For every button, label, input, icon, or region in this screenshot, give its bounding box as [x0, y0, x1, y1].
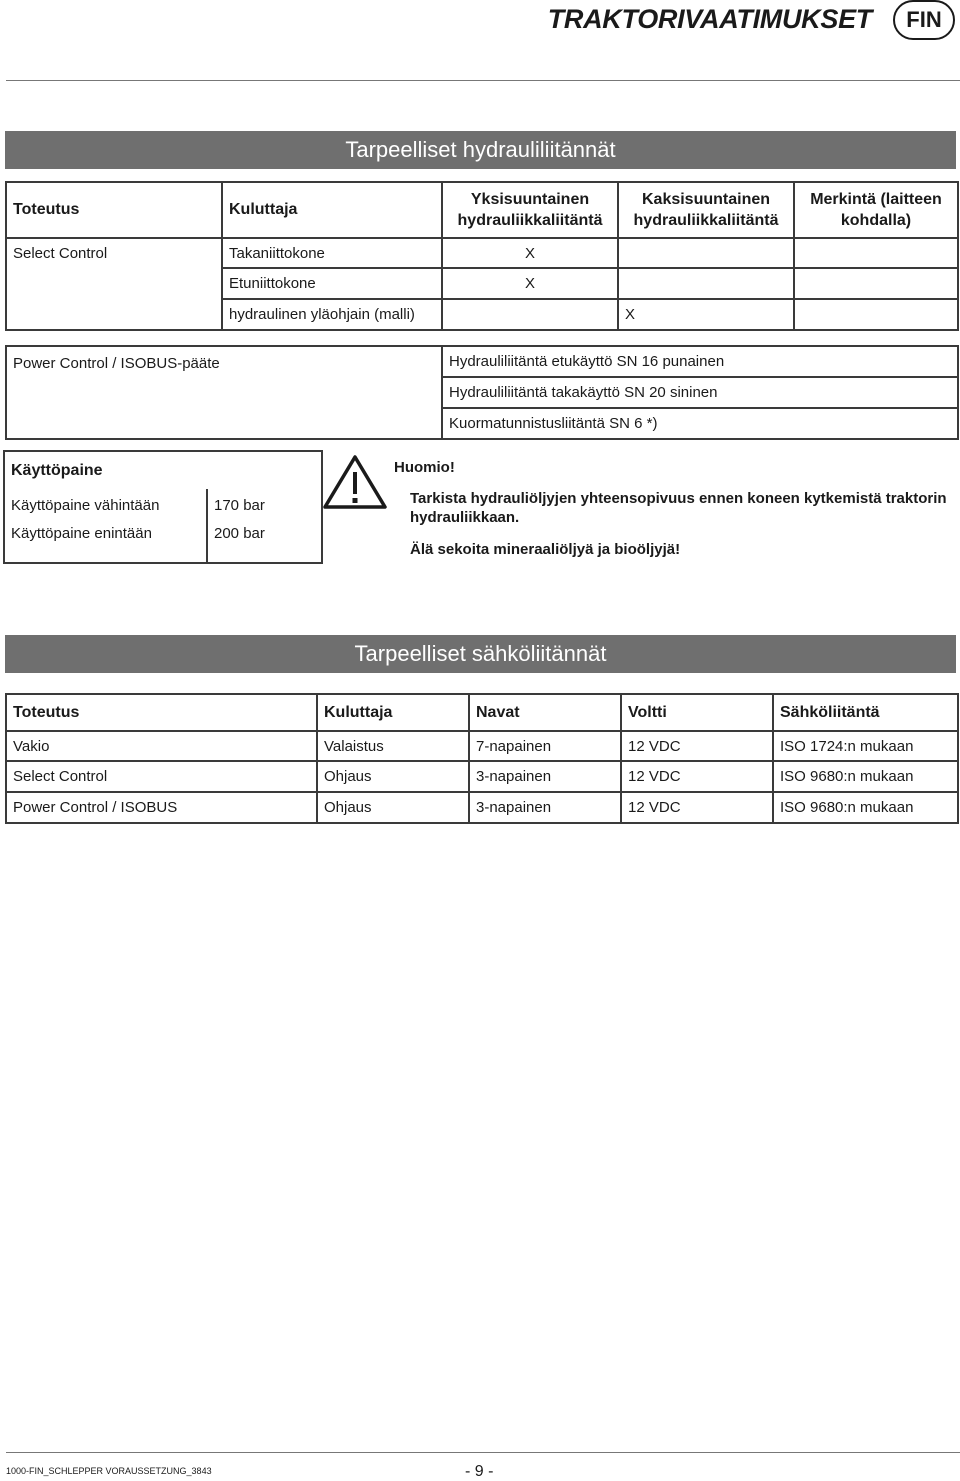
page-header-title: TRAKTORIVAATIMUKSET — [547, 4, 872, 34]
pressure-label: Käyttöpaine vähintään — [4, 489, 207, 521]
single-acting-cell: X — [442, 238, 618, 268]
power-control-table — [5, 345, 959, 440]
header-kuluttaja: Kuluttaja — [317, 694, 469, 731]
cell-navat: 3-napainen — [469, 792, 621, 823]
consumer-cell: Etuniittokone — [222, 268, 442, 299]
header-merkinta-line1: Merkintä (laitteen — [810, 191, 942, 208]
table-row — [4, 489, 322, 521]
cell-navat: 7-napainen — [469, 731, 621, 761]
header-divider — [6, 80, 960, 81]
cell-navat: 3-napainen — [469, 761, 621, 792]
single-acting-cell: X — [442, 268, 618, 299]
pressure-title-row — [4, 451, 322, 489]
electrical-table — [5, 693, 959, 824]
power-control-item: Hydrauliliitäntä takakäyttö SN 20 sininen — [442, 377, 958, 408]
hydraulic-table — [5, 181, 959, 331]
warning-triangle-icon — [322, 454, 388, 510]
double-acting-cell — [618, 238, 794, 268]
table-row — [6, 346, 958, 377]
page-number: - 9 - — [465, 1463, 494, 1480]
header-kaksi-line1: Kaksisuuntainen — [641, 191, 771, 208]
header-kuluttaja: Kuluttaja — [222, 182, 442, 238]
cell-voltti: 12 VDC — [621, 761, 773, 792]
power-control-item: Hydrauliliitäntä etukäyttö SN 16 punainen — [442, 346, 958, 377]
consumer-cell: Takaniittokone — [222, 238, 442, 268]
table-row — [4, 521, 322, 563]
header-toteutus: Toteutus — [6, 694, 317, 731]
cell-kuluttaja: Ohjaus — [317, 792, 469, 823]
warning-title: Huomio! — [394, 459, 455, 476]
header-kaksi-line2: hydrauliikkaliitäntä — [633, 212, 779, 229]
hydraulic-header-row — [6, 182, 958, 238]
cell-toteutus: Select Control — [6, 761, 317, 792]
header-voltti: Voltti — [621, 694, 773, 731]
table-row — [6, 792, 958, 823]
header-navat: Navat — [469, 694, 621, 731]
double-acting-cell: X — [618, 299, 794, 330]
electrical-header-row — [6, 694, 958, 731]
pressure-value: 200 bar — [207, 521, 322, 563]
header-sahkoliitanta: Sähköliitäntä — [773, 694, 958, 731]
pressure-label: Käyttöpaine enintään — [4, 521, 207, 563]
power-control-label: Power Control / ISOBUS-pääte — [6, 346, 442, 439]
marking-cell — [794, 238, 958, 268]
marking-cell — [794, 299, 958, 330]
table-row — [6, 238, 958, 268]
cell-kuluttaja: Valaistus — [317, 731, 469, 761]
cell-sahkoliitanta: ISO 1724:n mukaan — [773, 731, 958, 761]
footer-doc-id: 1000-FIN_SCHLEPPER VORAUSSETZUNG_3843 — [6, 1466, 212, 1476]
electrical-section-title: Tarpeelliset sähköliitännät — [5, 635, 956, 673]
marking-cell — [794, 268, 958, 299]
header-yksi-line1: Yksisuuntainen — [470, 191, 590, 208]
cell-sahkoliitanta: ISO 9680:n mukaan — [773, 761, 958, 792]
cell-kuluttaja: Ohjaus — [317, 761, 469, 792]
pressure-title: Käyttöpaine — [4, 451, 322, 489]
cell-sahkoliitanta: ISO 9680:n mukaan — [773, 792, 958, 823]
header-merkinta — [794, 182, 958, 238]
language-badge: FIN — [893, 0, 955, 40]
header-merkinta-line2: kohdalla) — [840, 212, 912, 229]
header-yksisuuntainen — [442, 182, 618, 238]
cell-toteutus: Vakio — [6, 731, 317, 761]
pressure-table — [3, 450, 323, 564]
double-acting-cell — [618, 268, 794, 299]
single-acting-cell — [442, 299, 618, 330]
header-kaksisuuntainen — [618, 182, 794, 238]
warning-text-no-mixing: Älä sekoita mineraaliöljyä ja bioöljyjä! — [410, 541, 681, 558]
footer-divider — [6, 1452, 960, 1453]
table-row — [6, 761, 958, 792]
warning-text-compatibility: Tarkista hydrauliöljyjen yhteensopivuus ennen koneen kytkemistä traktorin hydrauliikkaan. — [410, 490, 947, 526]
pressure-value: 170 bar — [207, 489, 322, 521]
select-control-label: Select Control — [6, 238, 222, 330]
cell-toteutus: Power Control / ISOBUS — [6, 792, 317, 823]
hydraulic-section-title: Tarpeelliset hydrauliliitännät — [5, 131, 956, 169]
header-toteutus: Toteutus — [6, 182, 222, 238]
table-row — [6, 731, 958, 761]
cell-voltti: 12 VDC — [621, 731, 773, 761]
power-control-item: Kuormatunnistusliitäntä SN 6 *) — [442, 408, 958, 439]
header-yksi-line2: hydrauliikkaliitäntä — [457, 212, 603, 229]
consumer-cell: hydraulinen yläohjain (malli) — [222, 299, 442, 330]
cell-voltti: 12 VDC — [621, 792, 773, 823]
